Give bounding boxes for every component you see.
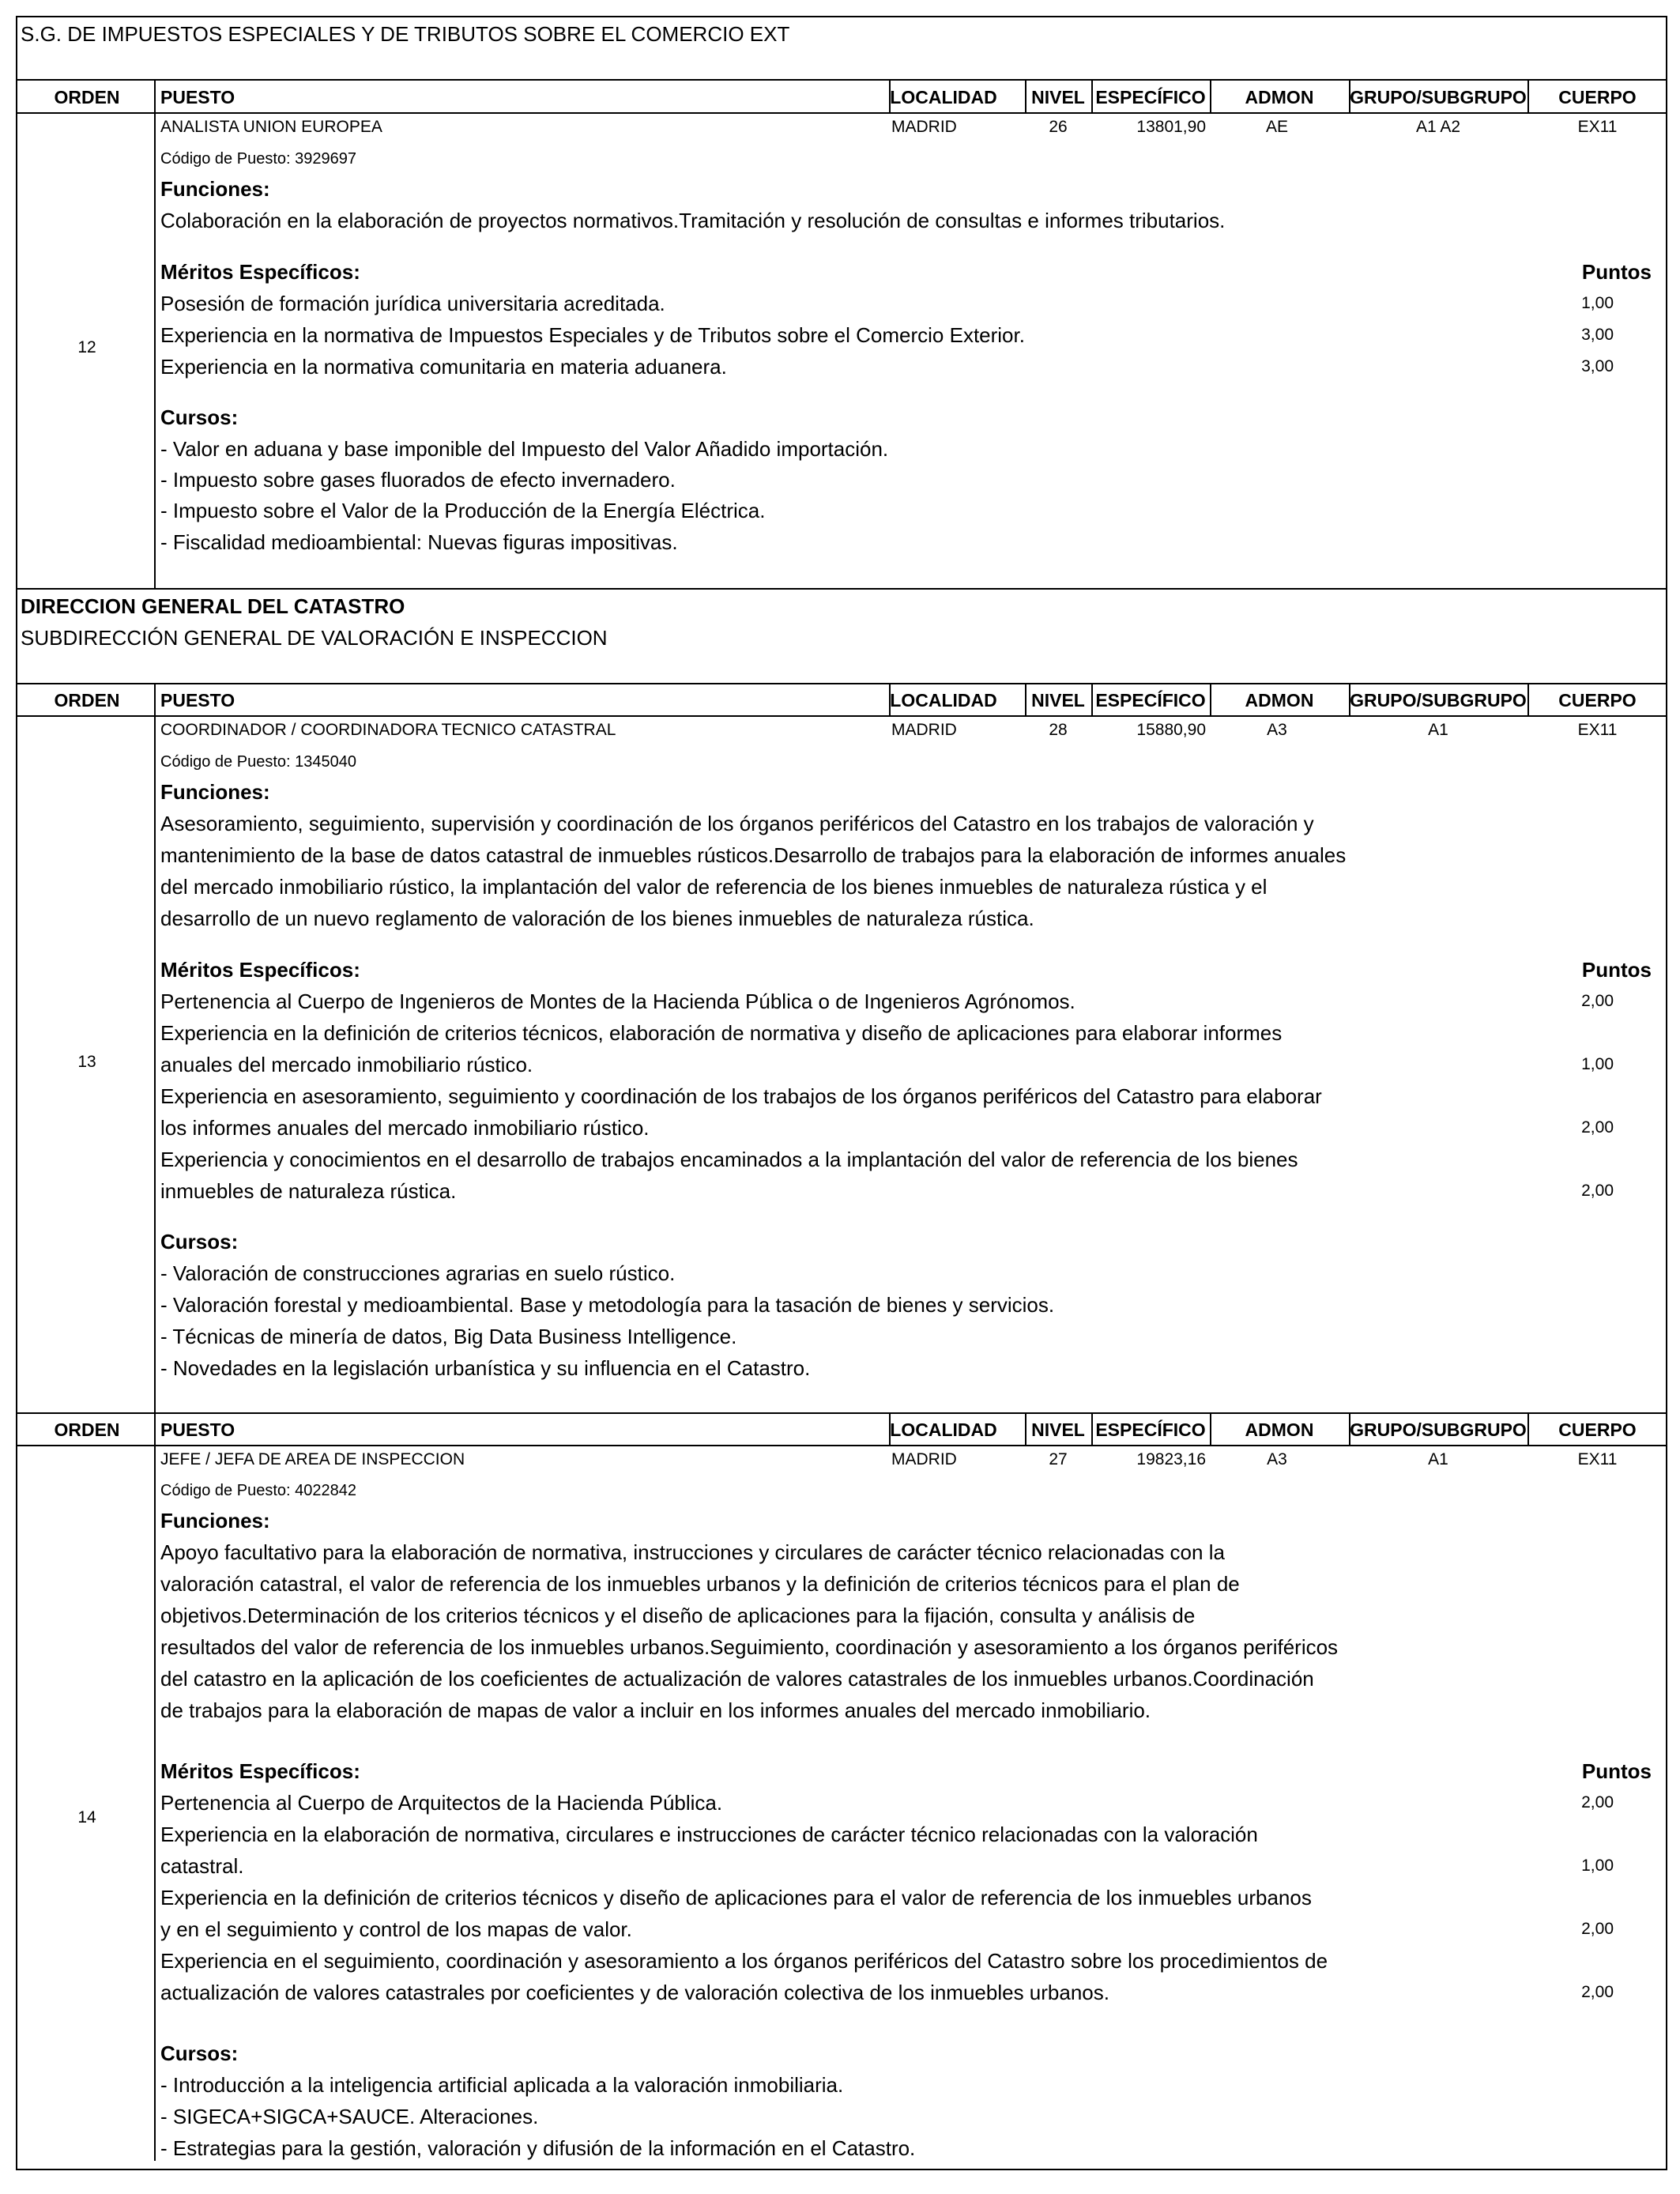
row-cuerpo: EX11 [1577, 721, 1618, 739]
merito-puntos: 2,00 [1581, 1983, 1614, 2001]
curso-line: - Técnicas de minería de datos, Big Data Business Intelligence. [160, 1325, 737, 1348]
col-especifico: ESPECÍFICO [1095, 87, 1206, 107]
funciones-line: de trabajos para la elaboración de mapas de valor a incluir en los informes anuales del mercado inmobiliario. [160, 1698, 1151, 1722]
funciones-line: valoración catastral, el valor de referencia de los inmuebles urbanos y la definición de criterios técnicos para el plan de [160, 1572, 1240, 1596]
funciones-line: Colaboración en la elaboración de proyectos normativos.Tramitación y resolución de consultas e informes tributarios. [160, 209, 1226, 232]
merito-puntos: 2,00 [1581, 1118, 1614, 1137]
row-localidad: MADRID [891, 118, 957, 136]
cursos-label: Cursos: [160, 405, 239, 429]
row-grupo: A1 [1428, 1450, 1448, 1468]
merito-line: Experiencia en la normativa comunitaria en materia aduanera. [160, 355, 727, 379]
merito-line: Posesión de formación jurídica universitaria acreditada. [160, 292, 665, 315]
merito-puntos: 2,00 [1581, 1793, 1614, 1811]
merito-puntos: 1,00 [1581, 294, 1614, 312]
puntos-label: Puntos [1581, 1759, 1652, 1783]
row-nivel: 28 [1049, 721, 1068, 739]
row-admon: A3 [1267, 721, 1287, 739]
row-orden: 14 [77, 1808, 96, 1826]
merito-line: actualización de valores catastrales por coeficientes y de valoración colectiva de los inmuebles urbanos. [160, 1981, 1109, 2004]
funciones-label: Funciones: [160, 1509, 270, 1532]
col-localidad: LOCALIDAD [890, 690, 997, 711]
merito-puntos: 2,00 [1581, 1920, 1614, 1938]
merito-puntos: 2,00 [1581, 1182, 1614, 1200]
merito-line: catastral. [160, 1854, 244, 1878]
row-orden: 13 [77, 1053, 96, 1071]
funciones-line: del catastro en la aplicación de los coeficientes de actualización de valores catastrales de los inmuebles urbanos.Coordinación [160, 1667, 1314, 1691]
curso-line: - Valor en aduana y base imponible del Impuesto del Valor Añadido importación. [160, 437, 889, 461]
col-admon: ADMON [1245, 690, 1314, 711]
col-grupo: GRUPO/SUBGRUPO [1350, 87, 1527, 107]
row-orden: 12 [77, 338, 96, 356]
row-codigo: Código de Puesto: 4022842 [160, 1482, 356, 1499]
curso-line: - Introducción a la inteligencia artificial aplicada a la valoración inmobiliaria. [160, 2073, 844, 2097]
merito-line: Experiencia y conocimientos en el desarrollo de trabajos encaminados a la implantación del valor de referencia de los bienes [160, 1148, 1298, 1171]
row-puesto: ANALISTA UNION EUROPEA [160, 118, 382, 136]
row-codigo: Código de Puesto: 1345040 [160, 753, 356, 771]
col-cuerpo: CUERPO [1558, 87, 1637, 107]
merito-puntos: 1,00 [1581, 1055, 1614, 1073]
col-puesto: PUESTO [160, 87, 235, 107]
row-nivel: 27 [1049, 1450, 1068, 1468]
col-orden: ORDEN [54, 87, 120, 107]
col-grupo: GRUPO/SUBGRUPO [1350, 1419, 1527, 1440]
meritos-label: Méritos Específicos: [160, 260, 360, 284]
funciones-line: desarrollo de un nuevo reglamento de valoración de los bienes inmuebles de naturaleza rústica. [160, 907, 1034, 930]
curso-line: - Fiscalidad medioambiental: Nuevas figuras impositivas. [160, 530, 678, 554]
col-orden: ORDEN [54, 690, 120, 711]
row-admon: A3 [1267, 1450, 1287, 1468]
col-grupo: GRUPO/SUBGRUPO [1350, 690, 1527, 711]
row-grupo: A1 [1428, 721, 1448, 739]
row-puesto: JEFE / JEFA DE AREA DE INSPECCION [160, 1450, 465, 1468]
merito-line: Pertenencia al Cuerpo de Ingenieros de Montes de la Hacienda Pública o de Ingenieros Agrónomos. [160, 990, 1075, 1013]
col-nivel: NIVEL [1031, 1419, 1085, 1440]
divider [16, 79, 1667, 81]
row-grupo: A1 A2 [1415, 118, 1461, 136]
divider [16, 715, 1667, 717]
col-localidad: LOCALIDAD [890, 1419, 997, 1440]
merito-puntos: 1,00 [1581, 1857, 1614, 1875]
merito-line: Experiencia en la definición de criterios técnicos y diseño de aplicaciones para el valor de referencia de los inmuebles urbanos [160, 1886, 1312, 1909]
col-admon: ADMON [1245, 87, 1314, 107]
divider [16, 683, 1667, 684]
divider [16, 112, 1667, 114]
merito-line: Experiencia en el seguimiento, coordinación y asesoramiento a los órganos periféricos del Catastro sobre los procedimientos de [160, 1949, 1328, 1973]
col-nivel: NIVEL [1031, 87, 1085, 107]
funciones-line: objetivos.Determinación de los criterios técnicos y el diseño de aplicaciones para la fijación, consulta y análisis de [160, 1604, 1196, 1627]
divider [16, 588, 1667, 590]
meritos-label: Méritos Específicos: [160, 958, 360, 982]
col-especifico: ESPECÍFICO [1095, 690, 1206, 711]
merito-line: Experiencia en asesoramiento, seguimiento y coordinación de los trabajos de los órganos periféricos del Catastro para elaborar [160, 1084, 1322, 1108]
section2-title: DIRECCION GENERAL DEL CATASTRO [21, 594, 405, 618]
curso-line: - Impuesto sobre gases fluorados de efecto invernadero. [160, 468, 676, 492]
puntos-label: Puntos [1581, 958, 1652, 982]
puntos-label: Puntos [1581, 260, 1652, 284]
col-puesto: PUESTO [160, 1419, 235, 1440]
funciones-line: del mercado inmobiliario rústico, la implantación del valor de referencia de los bienes inmuebles de naturaleza rústica y el [160, 875, 1268, 899]
row-codigo: Código de Puesto: 3929697 [160, 150, 356, 168]
merito-line: anuales del mercado inmobiliario rústico. [160, 1053, 533, 1076]
section2-subtitle: SUBDIRECCIÓN GENERAL DE VALORACIÓN E INSPECCION [21, 626, 608, 650]
funciones-line: Apoyo facultativo para la elaboración de normativa, instrucciones y circulares de carácter técnico relacionadas con la [160, 1540, 1225, 1564]
col-localidad: LOCALIDAD [890, 87, 997, 107]
funciones-label: Funciones: [160, 780, 270, 804]
funciones-line: Asesoramiento, seguimiento, supervisión y coordinación de los órganos periféricos del Catastro en los trabajos de valoración y [160, 812, 1314, 835]
merito-puntos: 2,00 [1581, 992, 1614, 1010]
col-orden: ORDEN [54, 1419, 120, 1440]
row-localidad: MADRID [891, 721, 957, 739]
funciones-line: mantenimiento de la base de datos catastral de inmuebles rústicos.Desarrollo de trabajos para la elaboración de informes anuales [160, 843, 1347, 867]
divider [16, 1412, 1667, 1414]
merito-line: los informes anuales del mercado inmobiliario rústico. [160, 1116, 650, 1140]
row-localidad: MADRID [891, 1450, 957, 1468]
cursos-label: Cursos: [160, 2041, 239, 2065]
merito-line: y en el seguimiento y control de los mapas de valor. [160, 1917, 632, 1941]
cursos-label: Cursos: [160, 1230, 239, 1253]
divider [16, 1445, 1667, 1446]
merito-line: Experiencia en la normativa de Impuestos Especiales y de Tributos sobre el Comercio Exterior. [160, 323, 1025, 347]
section-header: S.G. DE IMPUESTOS ESPECIALES Y DE TRIBUTOS SOBRE EL COMERCIO EXT [21, 22, 790, 46]
row-especifico: 13801,90 [1136, 118, 1206, 136]
merito-line: inmuebles de naturaleza rústica. [160, 1179, 457, 1203]
merito-line: Experiencia en la elaboración de normativa, circulares e instrucciones de carácter técnico relacionadas con la valoración [160, 1823, 1258, 1846]
curso-line: - Valoración forestal y medioambiental. Base y metodología para la tasación de bienes y servicios. [160, 1293, 1055, 1317]
curso-line: - Novedades en la legislación urbanística y su influencia en el Catastro. [160, 1356, 811, 1380]
meritos-label: Méritos Específicos: [160, 1759, 360, 1783]
col-cuerpo: CUERPO [1558, 1419, 1637, 1440]
col-especifico: ESPECÍFICO [1095, 1419, 1206, 1440]
row-especifico: 15880,90 [1136, 721, 1206, 739]
curso-line: - SIGECA+SIGCA+SAUCE. Alteraciones. [160, 2105, 539, 2128]
row-nivel: 26 [1049, 118, 1068, 136]
col-cuerpo: CUERPO [1558, 690, 1637, 711]
curso-line: - Valoración de construcciones agrarias en suelo rústico. [160, 1261, 676, 1285]
merito-puntos: 3,00 [1581, 326, 1614, 344]
row-cuerpo: EX11 [1577, 1450, 1618, 1468]
merito-line: Pertenencia al Cuerpo de Arquitectos de la Hacienda Pública. [160, 1791, 723, 1815]
curso-line: - Estrategias para la gestión, valoración y difusión de la información en el Catastro. [160, 2136, 916, 2160]
merito-puntos: 3,00 [1581, 357, 1614, 375]
col-puesto: PUESTO [160, 690, 235, 711]
row-cuerpo: EX11 [1577, 118, 1618, 136]
col-nivel: NIVEL [1031, 690, 1085, 711]
row-puesto: COORDINADOR / COORDINADORA TECNICO CATASTRAL [160, 721, 616, 739]
col-admon: ADMON [1245, 1419, 1314, 1440]
row-admon: AE [1265, 118, 1288, 136]
merito-line: Experiencia en la definición de criterios técnicos, elaboración de normativa y diseño de aplicaciones para elaborar informes [160, 1021, 1283, 1045]
funciones-line: resultados del valor de referencia de los inmuebles urbanos.Seguimiento, coordinación y asesoramiento a los órganos periféricos [160, 1635, 1339, 1659]
row-especifico: 19823,16 [1136, 1450, 1206, 1468]
funciones-label: Funciones: [160, 177, 270, 201]
curso-line: - Impuesto sobre el Valor de la Producción de la Energía Eléctrica. [160, 499, 766, 522]
